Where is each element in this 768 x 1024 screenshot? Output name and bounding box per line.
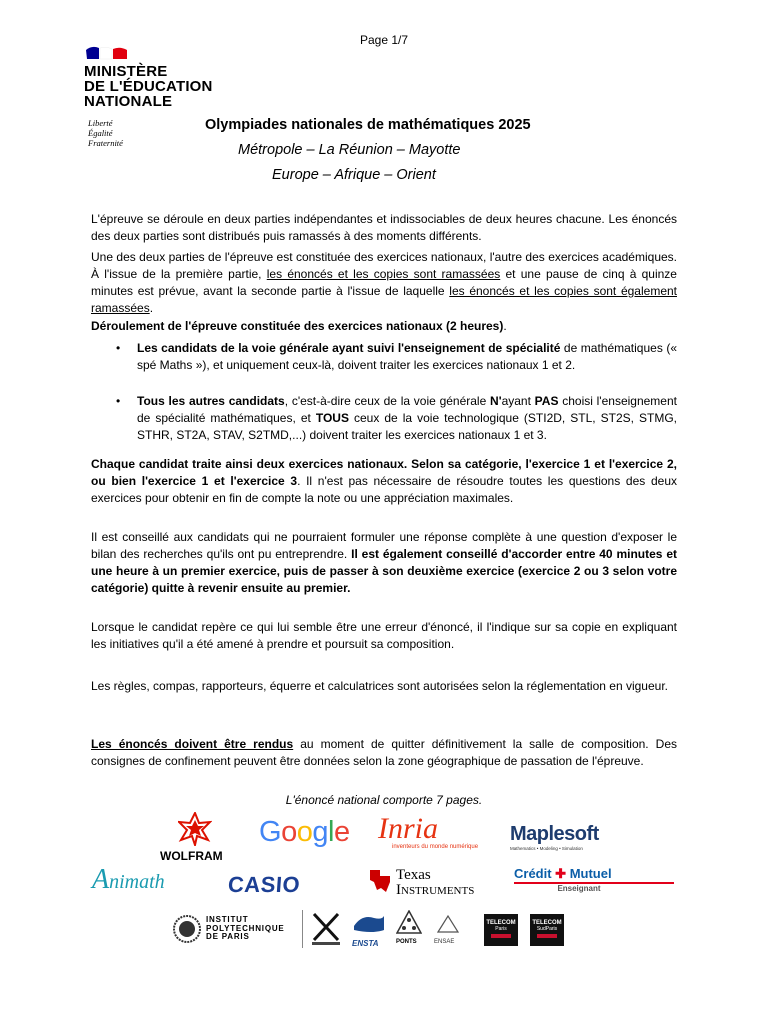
- text: de mathématiques (« spé Maths »), et uniquement ceux-là, doivent traiter les exercices nationaux 1 et 2.: [137, 341, 678, 372]
- ti-label-1: Texas: [396, 867, 431, 883]
- institut-polytechnique-logo: [172, 912, 300, 950]
- bold-text: PAS: [534, 394, 559, 408]
- google-letter: o: [281, 816, 297, 848]
- animath-logo: [92, 864, 192, 898]
- heading-text: Déroulement de l'épreuve constituée des exercices nationaux (2 heures): [91, 319, 504, 333]
- paragraph-tools: Les règles, compas, rapporteurs, équerre et calculatrices sont autorisées selon la réglementation en vigueur.: [91, 679, 668, 693]
- divider: [302, 910, 303, 948]
- ministry-line2: DE L'ÉDUCATION: [84, 78, 213, 95]
- bullet-spe-maths: [137, 340, 677, 374]
- motto-fraternite: Fraternité: [88, 138, 123, 148]
- telecom-paris-sub: Paris: [495, 926, 507, 932]
- google-letter: l: [327, 816, 334, 848]
- google-letter: e: [333, 816, 350, 848]
- telecom-sudparis-logo: [530, 914, 564, 946]
- bullet-icon: •: [116, 394, 121, 408]
- casio-logo: CASIO: [227, 872, 302, 897]
- ensta-label: ENSTA: [352, 939, 379, 948]
- google-logo: [259, 816, 350, 852]
- paragraph-parts: [91, 249, 677, 317]
- maplesoft-tagline: Mathematics • Modeling • Simulation: [510, 846, 583, 851]
- animath-a: A: [92, 864, 110, 895]
- cm-label-1: Crédit: [514, 866, 552, 881]
- text: choisi l'enseignement de spécialité mathématiques, et: [137, 394, 677, 425]
- page-count-note: L'énoncé national comporte 7 pages.: [285, 793, 483, 807]
- region-line-1: Métropole – La Réunion – Mayotte: [238, 142, 461, 158]
- google-letter: o: [296, 816, 313, 848]
- maplesoft-logo: [510, 824, 610, 858]
- french-flag-icon: [84, 44, 130, 60]
- underlined-text: les énoncés et les copies sont également ramassées: [91, 284, 677, 315]
- document-title: Olympiades nationales de mathématiques 2025: [205, 117, 531, 133]
- text: ceux de la voie technologique (STI2D, STL, ST2S, STMG, STHR, ST2A, STAV, S2TMD,...) doivent traiter les exercices nationaux 1 et 3.: [137, 411, 677, 442]
- paragraph-errors: Lorsque le candidat repère ce qui lui semble être une erreur d'énoncé, il l'indique sur sa copie en expliquant les initiatives qu'il a été amené à prendre et poursuit sa composition.: [91, 620, 677, 651]
- telecom-paris-logo: [484, 914, 518, 946]
- text: .: [149, 301, 154, 315]
- wolfram-logo: [160, 812, 230, 864]
- text: ayant: [501, 394, 535, 408]
- texas-instruments-logo: [368, 866, 498, 900]
- text: Il est conseillé aux candidats qui ne pourraient formuler une réponse complète à une question d'exposer le bilan des recherches qu'ils ont pu entreprendre.: [91, 530, 677, 561]
- text: au moment de quitter définitivement la salle de composition. Des consignes de confinement peuvent être données selon la zone géographique de passation de l'épreuve.: [91, 737, 677, 768]
- inria-tagline: inventeurs du monde numérique: [392, 844, 479, 850]
- telecom-paris-label: TELECOM: [486, 920, 516, 926]
- telecom-sudparis-label: TELECOM: [532, 920, 562, 926]
- cm-label-2: Mutuel: [569, 866, 612, 881]
- inria-label: Inria: [378, 812, 438, 845]
- ensae-label: ENSAE: [434, 939, 455, 945]
- paragraph-exercises: [91, 456, 677, 507]
- paragraph-advice: [91, 529, 677, 597]
- page-number: Page 1/7: [359, 33, 409, 47]
- ponts-triangle-icon: [396, 910, 422, 934]
- polytechnique-x-icon: [310, 910, 342, 948]
- bullet-other-candidates: [137, 393, 677, 444]
- inria-logo: [378, 814, 482, 856]
- ministry-line3: NATIONALE: [84, 93, 173, 110]
- telecom-sudparis-sub: SudParis: [536, 926, 558, 932]
- bold-text: TOUS: [315, 411, 349, 425]
- ministry-motto: [88, 118, 123, 148]
- cm-sub-label: Enseignant: [557, 884, 601, 893]
- motto-egalite: Égalité: [88, 128, 113, 138]
- ensae-logo: [434, 914, 478, 944]
- region-line-2: Europe – Afrique – Orient: [272, 167, 436, 183]
- maplesoft-label: Maplesoft: [510, 823, 599, 845]
- ministry-line1: MINISTÈRE: [84, 63, 168, 80]
- ip-label-1: INSTITUT: [206, 915, 249, 924]
- animath-label: nimath: [109, 871, 165, 893]
- ensae-mark-icon: [434, 914, 462, 934]
- ti-state-icon: [368, 868, 392, 894]
- ti-label-2: Instruments: [396, 882, 475, 898]
- credit-mutuel-logo: Crédit ✚ Mutuel Enseignant: [514, 866, 674, 896]
- bold-text: N': [490, 394, 502, 408]
- underlined-text: les énoncés et les copies sont ramassées: [266, 267, 501, 281]
- google-letter: g: [312, 816, 328, 848]
- ponts-logo: [396, 910, 426, 948]
- ministry-name: [84, 64, 213, 109]
- paragraph-return: [91, 736, 677, 770]
- bold-underlined-text: Les énoncés doivent être rendus: [91, 737, 294, 751]
- wolfram-label: WOLFRAM: [160, 849, 223, 863]
- bold-text: Il est également conseillé d'accorder entre 40 minutes et une heure à un premier exercice, puis de passer à son deuxième exercice (exercice 2 ou 3 selon votre catégorie) quitte à revenir ensuite au premier.: [91, 547, 677, 595]
- bold-text: Les candidats de la voie générale ayant suivi l'enseignement de spécialité: [137, 341, 561, 355]
- text: et une pause de cinq à quinze minutes est prévue, avant la seconde partie à l'issue de laquelle: [91, 267, 677, 298]
- ip-label-2: POLYTECHNIQUE: [206, 923, 285, 933]
- google-letter: G: [259, 816, 282, 848]
- ip-label-3: DE PARIS: [206, 932, 250, 941]
- bold-text: Tous les autres candidats: [137, 394, 285, 408]
- motto-liberte: Liberté: [88, 118, 113, 128]
- text: , c'est-à-dire ceux de la voie générale: [284, 394, 491, 408]
- wolfram-star-icon: [178, 812, 212, 846]
- ponts-label: PONTS: [396, 939, 417, 945]
- text: .: [503, 319, 507, 333]
- section-heading: [91, 318, 677, 335]
- ensta-wave-icon: [352, 912, 386, 934]
- text: . Il n'est pas nécessaire de résoudre toutes les questions des deux exercices pour obtenir en fin de compte la note ou une appréciation maximales.: [91, 474, 677, 505]
- ensta-logo: [352, 912, 388, 948]
- bullet-icon: •: [116, 341, 121, 355]
- ip-seal-icon: [172, 914, 202, 944]
- bold-text: Chaque candidat traite ainsi deux exercices nationaux. Selon sa catégorie, l'exercice 1 et l'exercice 2, ou bien l'exercice 1 et l'exercice 3: [91, 457, 677, 488]
- paragraph-intro: L'épreuve se déroule en deux parties indépendantes et indissociables de deux heures chacune. Les énoncés des deux parties sont distribués puis ramassés à des moments différents.: [91, 212, 677, 243]
- text: Une des deux parties de l'épreuve est constituée des exercices nationaux, l'autre des exercices académiques. À l'issue de la première partie,: [91, 250, 677, 281]
